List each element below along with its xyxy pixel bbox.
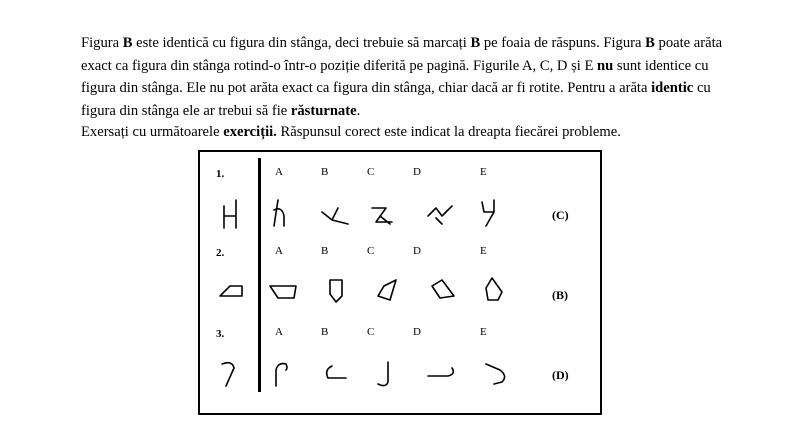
exercise-3-number: 3.	[216, 328, 225, 340]
exercise-3-option-e	[482, 358, 514, 388]
exercise-table	[198, 150, 602, 415]
exercise-1-option-a	[268, 196, 298, 230]
exercise-2-option-a	[266, 280, 300, 302]
exercise-3-target-figure	[218, 358, 242, 392]
exercise-1-option-c	[366, 200, 400, 228]
exercise-3-option-d	[424, 362, 460, 384]
exercise-3-option-c	[372, 358, 396, 392]
exercise-1-answer: (C)	[552, 208, 569, 222]
exercise-1-label-e: E	[480, 166, 487, 178]
exercise-2-label-d: D	[413, 245, 421, 257]
exercise-2-label-b: B	[321, 245, 329, 257]
exercise-3-label-c: C	[367, 326, 375, 338]
exercise-3-answer: (D)	[552, 368, 569, 382]
exercise-3-label-e: E	[480, 326, 487, 338]
table-divider	[258, 158, 261, 392]
exercise-1-label-a: A	[275, 166, 283, 178]
exercise-1-option-e	[476, 196, 504, 230]
exercise-2-answer: (B)	[552, 288, 568, 302]
exercise-1-target-figure	[218, 198, 248, 232]
exercise-2-option-d	[428, 276, 458, 304]
exercise-3-label-a: A	[275, 326, 283, 338]
exercise-3-label-b: B	[321, 326, 329, 338]
exercise-1-number: 1.	[216, 168, 225, 180]
exercise-2-option-c	[374, 276, 402, 306]
exercise-2-label-e: E	[480, 245, 487, 257]
exercise-2-option-b	[326, 276, 348, 306]
exercise-2-label-a: A	[275, 245, 283, 257]
instructions-paragraph-2: Exersați cu următoarele exerciții. Răspunsul corect este indicat la dreapta fiecărei probleme.	[81, 124, 621, 140]
exercise-3-option-b	[318, 362, 352, 386]
exercise-1-option-b	[318, 200, 352, 228]
exercise-1-option-d	[424, 200, 458, 228]
exercise-2-number: 2.	[216, 247, 225, 259]
exercise-1-label-b: B	[321, 166, 329, 178]
exercise-2-option-e	[482, 274, 506, 306]
exercise-3-option-a	[270, 358, 294, 392]
instructions-paragraph-1: Figura B este identică cu figura din stânga, deci trebuie să marcați B pe foaia de răspuns. Figura B poate arăta exact ca figura din stânga rotind-o într-o poziție diferită pe pagină. Figurile A, C, D și E nu sunt identice cu figura din stânga. Ele nu pot arăta exact ca figura din stânga, chiar dacă ar fi rotite. Pentru a arăta identic cu figura din stânga ele ar trebui să fie răsturnate.	[81, 35, 723, 119]
exercise-1-label-d: D	[413, 166, 421, 178]
exercise-2-target-figure	[216, 280, 246, 302]
exercise-1-label-c: C	[367, 166, 375, 178]
exercise-3-label-d: D	[413, 326, 421, 338]
exercise-2-label-c: C	[367, 245, 375, 257]
